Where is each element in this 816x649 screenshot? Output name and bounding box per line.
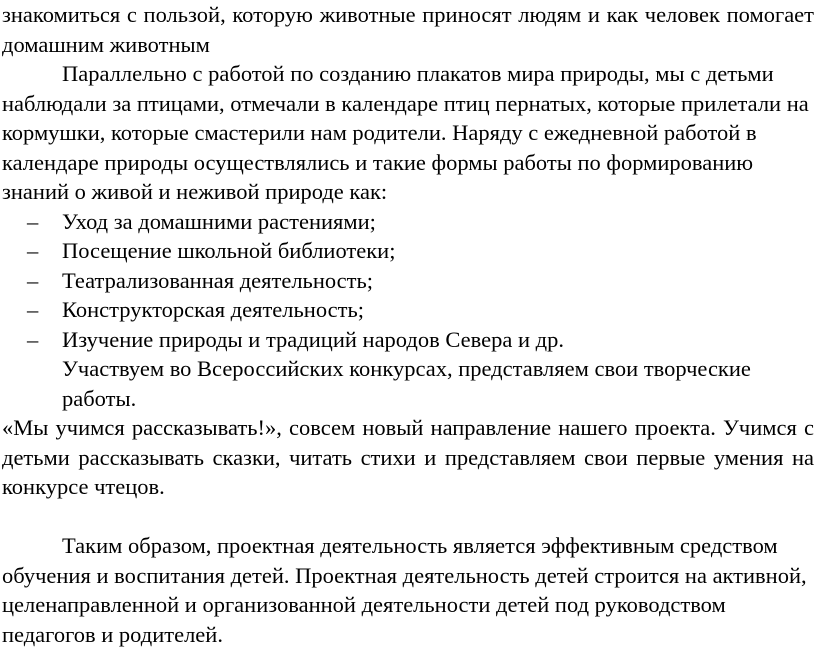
dash-bullet: – <box>27 208 39 234</box>
list-item <box>2 295 814 325</box>
dash-bullet: – <box>27 238 39 263</box>
dash-bullet: – <box>27 297 39 322</box>
document-page <box>2 0 814 649</box>
blank-line <box>2 502 814 532</box>
dash-bullet: – <box>27 326 39 352</box>
paragraph-contests: Участвуем во Всероссийских конкурсах, представляем свои творческие работы. <box>62 356 751 411</box>
list-item-text: Посещение школьной библиотеки; <box>62 238 396 263</box>
list-item <box>2 325 814 355</box>
list-item <box>2 207 814 237</box>
list-item-text: Конструкторская деятельность; <box>62 297 364 322</box>
dash-bullet: – <box>27 267 39 293</box>
list-item <box>2 236 814 266</box>
paragraph-storytelling: «Мы учимся рассказывать!», совсем новый направление нашего проекта. Учимся с детьми рассказывать сказки, читать стихи и представляем свои первые умения на конкурсе чтецов. <box>2 415 814 499</box>
paragraph-conclusion: Таким образом, проектная деятельность является эффективным средством обучения и воспитания детей. Проектная деятельность детей строится на активной, целенаправленной и организованной деятельности детей под руководством педагогов и родителей. <box>2 533 807 647</box>
list-item-text: Изучение природы и традиций народов Севера и др. <box>62 326 564 352</box>
paragraph-intro: знакомиться с пользой, которую животные приносят людям и как человек помогает домашним животным <box>2 2 814 57</box>
list-item-text: Уход за домашними растениями; <box>62 208 376 234</box>
activity-list <box>2 207 814 355</box>
list-item <box>2 266 814 296</box>
paragraph-parallel: Параллельно с работой по созданию плакатов мира природы, мы с детьми наблюдали за птицами, отмечали в календаре птиц пернатых, которые прилетали на кормушки, которые смастерили нам родители. Наряду с ежедневной работой в календаре природы осуществлялись и такие формы работы по формированию знаний о живой и неживой природе как: <box>2 61 809 204</box>
list-item-text: Театрализованная деятельность; <box>62 267 374 293</box>
